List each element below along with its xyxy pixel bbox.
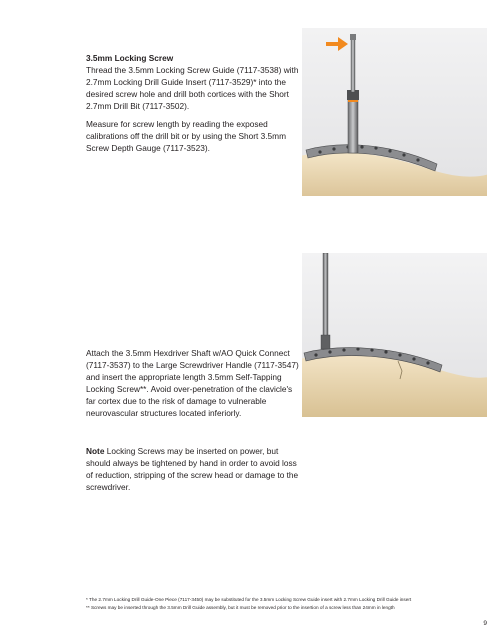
hexdriver-section [86,347,300,425]
drill-guide-image [302,28,487,196]
locking-screw-section [86,52,300,160]
section-heading: 3.5mm Locking Screw [86,53,174,63]
drill-guide-illustration [302,28,487,196]
screwdriver-illustration [302,253,487,417]
footnote-2: ** Screws may be inserted through the 3.5mm Drill Guide assembly, but it must be removed prior to the insertion of a screw less than 24mm in length [86,605,395,610]
note-label: Note [86,446,105,456]
note-text: Locking Screws may be inserted on power, but should always be tightened by hand in order to avoid loss of reduction, stripping of the screw head or damage to the screwdriver. [86,446,299,492]
measure-instructions: Measure for screw length by reading the exposed calibrations off the drill bit or by using the Short 3.5mm Screw Depth Gauge (7117-3523). [86,119,286,153]
hexdriver-instructions: Attach the 3.5mm Hexdriver Shaft w/AO Quick Connect (7117-3537) to the Large Screwdriver Handle (7117-3547) and insert the appropriate length 3.5mm Self-Tapping Locking Screw**. Avoid over-penetration of the clavicle's far cortex due to the risk of damage to vulnerable neurovascular structures located inferiorly. [86,348,299,418]
screwdriver-image [302,253,487,417]
footnotes [86,596,487,612]
drill-instructions: Thread the 3.5mm Locking Screw Guide (7117-3538) with 2.7mm Locking Drill Guide Insert (7117-3529)* into the desired screw hole and drill both cortices with the Short 2.7mm Drill Bit (7117-3502). [86,65,299,111]
page-number: 9 [483,620,487,627]
note-section [86,445,300,493]
footnote-1: * The 2.7mm Locking Drill Guide-One Piece (7117-3450) may be substituted for the 3.5mm Locking Screw Guide insert with 2.7mm Locking Drill Guide insert [86,597,412,602]
